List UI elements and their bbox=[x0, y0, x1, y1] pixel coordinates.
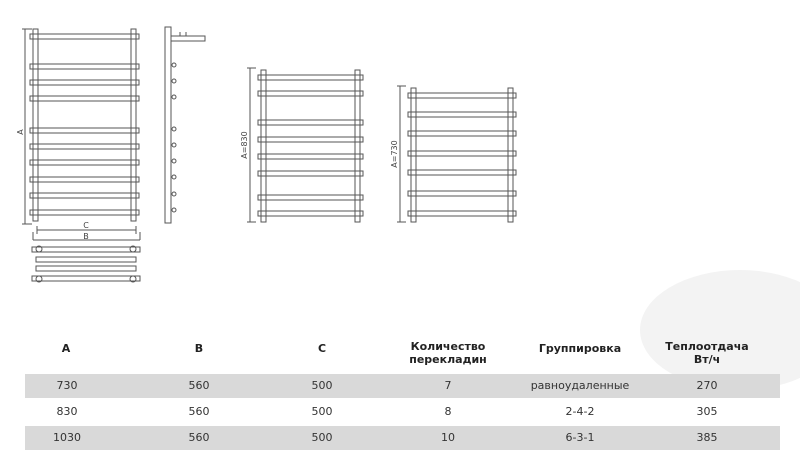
front-view-drawing bbox=[22, 29, 140, 240]
cell-heat: 305 bbox=[696, 405, 718, 418]
dimension-a830-label: A=830 bbox=[240, 131, 249, 159]
header-b: B bbox=[194, 342, 204, 355]
header-heat-line2: Вт/ч bbox=[693, 353, 721, 366]
cell-b: 560 bbox=[188, 431, 210, 444]
header-count-line1: Количество bbox=[410, 340, 486, 353]
cell-count: 10 bbox=[441, 431, 455, 444]
cell-c: 500 bbox=[311, 379, 333, 392]
cell-c: 500 bbox=[311, 405, 333, 418]
dimension-a-label: A bbox=[16, 129, 25, 135]
drawing-a830 bbox=[247, 68, 363, 222]
header-c: C bbox=[317, 342, 327, 355]
cell-grouping: равноудаленные bbox=[530, 379, 630, 392]
dimension-a730-label: A=730 bbox=[390, 140, 399, 168]
side-view-drawing bbox=[165, 27, 205, 223]
top-view-drawing bbox=[32, 246, 140, 282]
cell-b: 560 bbox=[188, 405, 210, 418]
cell-count: 7 bbox=[444, 379, 452, 392]
cell-a: 730 bbox=[56, 379, 78, 392]
header-count-line2: перекладин bbox=[409, 353, 487, 366]
cell-count: 8 bbox=[444, 405, 452, 418]
header-heat-line1: Теплоотдача bbox=[665, 340, 749, 353]
dimension-c-label: C bbox=[83, 221, 89, 230]
cell-grouping: 6-3-1 bbox=[565, 431, 595, 444]
table-row bbox=[25, 426, 780, 450]
cell-a: 830 bbox=[56, 405, 78, 418]
cell-heat: 270 bbox=[696, 379, 718, 392]
header-heat bbox=[665, 340, 748, 366]
header-a: A bbox=[61, 342, 71, 355]
dimension-b-label: B bbox=[83, 232, 89, 241]
cell-grouping: 2-4-2 bbox=[565, 405, 595, 418]
table-row bbox=[25, 374, 780, 398]
header-grouping: Группировка bbox=[538, 342, 622, 355]
cell-a: 1030 bbox=[53, 431, 81, 444]
table-row bbox=[25, 400, 780, 424]
drawing-a730 bbox=[397, 86, 516, 222]
cell-b: 560 bbox=[188, 379, 210, 392]
header-count bbox=[409, 340, 487, 366]
cell-heat: 385 bbox=[696, 431, 718, 444]
cell-c: 500 bbox=[311, 431, 333, 444]
